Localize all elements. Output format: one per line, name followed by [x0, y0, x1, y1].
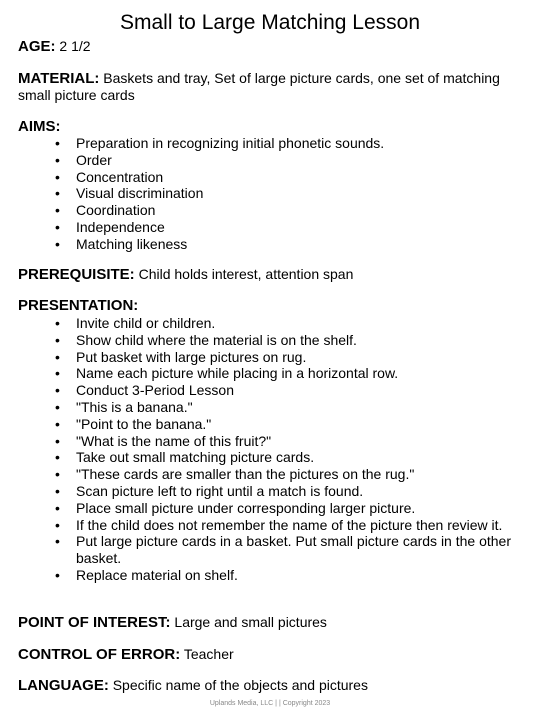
presentation-step-item: • Take out small matching picture cards. [50, 449, 520, 466]
presentation-step-item: • Put basket with large pictures on rug. [50, 349, 520, 366]
presentation-step-item: • "This is a banana." [50, 399, 520, 416]
presentation-label: PRESENTATION: [18, 297, 139, 314]
presentation-step-item: • Place small picture under corresponding larger picture. [50, 500, 520, 517]
prerequisite-label: PREREQUISITE: [18, 266, 135, 283]
aims-list-item: • Independence [50, 219, 520, 236]
age-value: 2 1/2 [59, 38, 91, 54]
material-value: Baskets and tray, Set of large picture cards, one set of matching small picture cards [18, 70, 500, 103]
presentation-step-item: • Scan picture left to right until a match is found. [50, 483, 520, 500]
material-label: MATERIAL: [18, 70, 100, 87]
language-value: Specific name of the objects and pictures [112, 677, 368, 693]
presentation-step-item: • Show child where the material is on the shelf. [50, 332, 520, 349]
presentation-step-item: • Replace material on shelf. [50, 567, 520, 584]
presentation-step-item: • "These cards are smaller than the pictures on the rug." [50, 466, 520, 483]
control-of-error-label: CONTROL OF ERROR: [18, 646, 181, 663]
presentation-list [50, 315, 520, 584]
page-title: Small to Large Matching Lesson [120, 11, 420, 34]
aims-list-item: • Matching likeness [50, 236, 520, 253]
aims-list [50, 135, 520, 253]
aims-list-item: • Visual discrimination [50, 185, 520, 202]
point-of-interest-label: POINT OF INTEREST: [18, 614, 171, 631]
presentation-step-item: • Put large picture cards in a basket. Put small picture cards in the other basket. [50, 533, 520, 567]
presentation-step-item: • Invite child or children. [50, 315, 520, 332]
age-section [18, 38, 518, 55]
aims-list-item: • Coordination [50, 202, 520, 219]
aims-list-item: • Order [50, 152, 520, 169]
copyright-footer: Uplands Media, LLC | | Copyright 2023 [209, 700, 331, 707]
aims-list-item: • Concentration [50, 169, 520, 186]
age-label: AGE: [18, 38, 56, 55]
presentation-step-item: • "Point to the banana." [50, 416, 520, 433]
presentation-step-item: • Name each picture while placing in a horizontal row. [50, 365, 520, 382]
aims-section [18, 118, 518, 135]
presentation-step-item: • If the child does not remember the name of the picture then review it. [50, 517, 520, 534]
prerequisite-section [18, 266, 518, 283]
presentation-step-item: • "What is the name of this fruit?" [50, 433, 520, 450]
language-label: LANGUAGE: [18, 677, 109, 694]
prerequisite-value: Child holds interest, attention span [138, 266, 354, 282]
point-of-interest-section [18, 614, 518, 631]
presentation-section [18, 297, 518, 314]
control-of-error-value: Teacher [183, 646, 234, 662]
control-of-error-section [18, 646, 518, 663]
aims-list-item: • Preparation in recognizing initial phonetic sounds. [50, 135, 520, 152]
language-section [18, 677, 518, 694]
presentation-step-item: • Conduct 3-Period Lesson [50, 382, 520, 399]
aims-label: AIMS: [18, 118, 61, 135]
point-of-interest-value: Large and small pictures [174, 614, 327, 630]
material-section [18, 70, 518, 104]
